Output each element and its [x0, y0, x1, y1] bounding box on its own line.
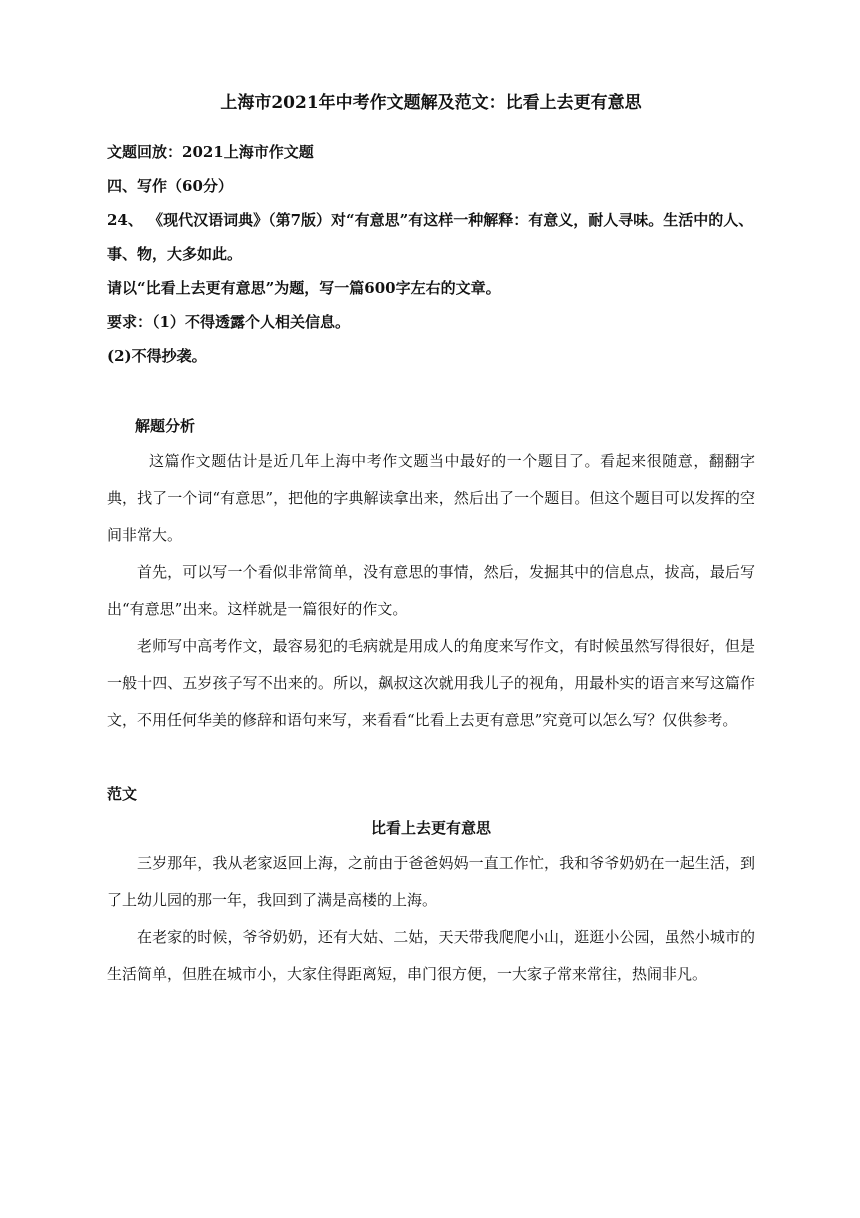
spacer — [107, 739, 755, 777]
prompt-instruction: 请以“比看上去更有意思”为题，写一篇600字左右的文章。 — [107, 279, 501, 297]
document-title: 上海市2021年中考作文题解及范文：比看上去更有意思 — [220, 93, 642, 113]
document-body — [107, 88, 755, 993]
essay-title: 比看上去更有意思 — [370, 819, 491, 837]
analysis-paragraph-3: 老师写中高考作文，最容易犯的毛病就是用成人的角度来写作文，有时候虽然写得很好，但是一般十四、五岁孩子写不出来的。所以，飙叔这次就用我儿子的视角，用最朴实的语言来写这篇作文，不用任何华美的修辞和语句来写，来看看“比看上去更有意思”究竟可以怎么写？仅供参考。 — [107, 637, 755, 729]
prompt-question: 24、 《现代汉语词典》（第7版）对“有意思”有这样一种解释：有意义，耐人寻味。生活中的人、事、物，大多如此。 — [107, 211, 754, 263]
sample-label: 范文 — [107, 785, 138, 803]
prompt-review-line: 文题回放：2021上海市作文题 — [107, 143, 314, 161]
analysis-paragraph-1: 这篇作文题估计是近几年上海中考作文题当中最好的一个题目了。看起来很随意，翻翻字典，找了一个词“有意思”，把他的字典解读拿出来，然后出了一个题目。但这个题目可以发挥的空间非常大。 — [107, 452, 755, 544]
prompt-requirement-1: 要求：（1）不得透露个人相关信息。 — [107, 313, 350, 331]
essay-paragraph-1: 三岁那年，我从老家返回上海，之前由于爸爸妈妈一直工作忙，我和爷爷奶奶在一起生活，到了上幼儿园的那一年，我回到了满是高楼的上海。 — [107, 854, 755, 909]
analysis-heading: 解题分析 — [135, 417, 196, 435]
analysis-paragraph-2: 首先，可以写一个看似非常简单，没有意思的事情，然后，发掘其中的信息点，拔高，最后写出“有意思”出来。这样就是一篇很好的作文。 — [107, 563, 755, 618]
prompt-requirement-2: (2)不得抄袭。 — [107, 347, 207, 365]
spacer — [107, 373, 755, 409]
essay-paragraph-2: 在老家的时候，爷爷奶奶，还有大姑、二姑，天天带我爬爬小山，逛逛小公园，虽然小城市的生活简单，但胜在城市小，大家住得距离短，串门很方便，一大家子常来常往，热闹非凡。 — [107, 928, 755, 983]
prompt-section-line: 四、写作（60分） — [107, 177, 233, 195]
